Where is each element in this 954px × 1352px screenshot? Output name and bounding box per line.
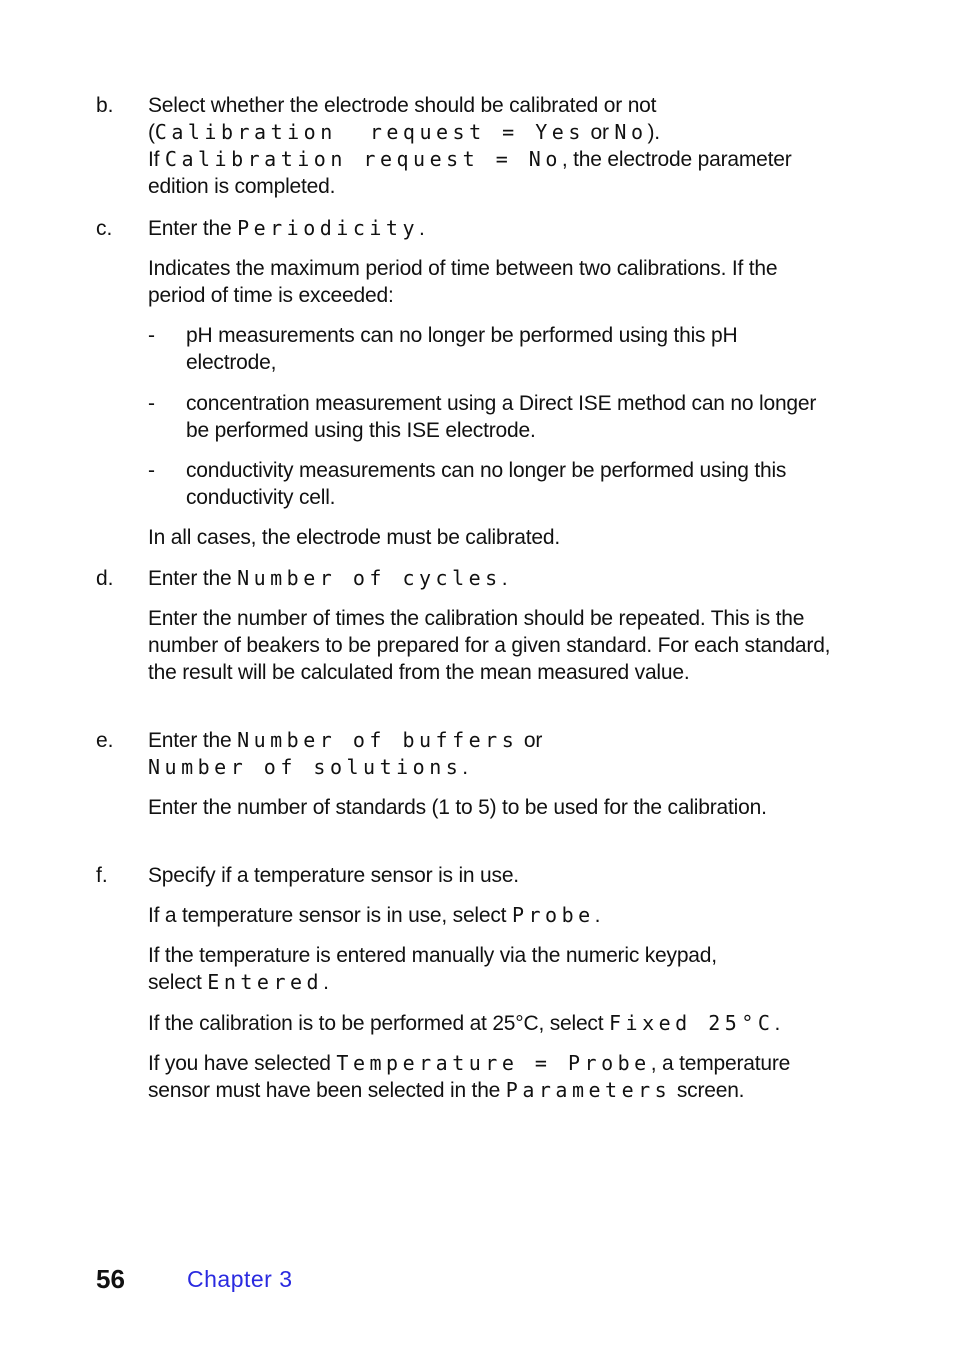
- code-text: Temperature = Probe: [336, 1051, 651, 1075]
- code-text: Entered: [207, 970, 324, 994]
- step-e-heading: [148, 727, 838, 781]
- step-d-heading: Enter the Number of cycles.: [148, 566, 508, 590]
- bullet-item: pH measurements can no longer be performed using this pH electrode,: [186, 324, 738, 374]
- chapter-label: Chapter 3: [187, 1266, 293, 1292]
- step-marker: e.: [96, 729, 114, 752]
- step-f-fixed: If the calibration is to be performed at 25°C, select Fixed 25°C.: [148, 1011, 781, 1035]
- step-marker: f.: [96, 864, 108, 887]
- step-d-description: Enter the number of times the calibration should be repeated. This is the number of beakers to be prepared for a given standard. For each standard, the result will be calculated from the mean measured value.: [148, 607, 831, 684]
- code-text: Number of solutions: [148, 755, 463, 779]
- code-text: Parameters: [505, 1078, 672, 1102]
- step-f-probe: If a temperature sensor is in use, select Probe.: [148, 903, 601, 927]
- step-e-line: Enter the Number of buffers or: [148, 728, 543, 752]
- step-marker: d.: [96, 567, 114, 590]
- step-e-line: Number of solutions.: [148, 755, 468, 779]
- step-marker: b.: [96, 94, 114, 117]
- bullet-item: concentration measurement using a Direct ISE method can no longer be performed using this ISE electrode.: [186, 392, 817, 442]
- code-text: Calibration request = No: [164, 147, 562, 171]
- step-f-temperature: If you have selected Temperature = Probe, a temperature sensor must have been selected in the Parameters screen.: [148, 1051, 791, 1102]
- step-c-description: Indicates the maximum period of time between two calibrations. If the period of time is exceeded:: [148, 257, 778, 307]
- bullet-item: conductivity measurements can no longer be performed using this conductivity cell.: [186, 459, 787, 509]
- code-text: Number of cycles: [237, 566, 502, 590]
- step-f-entered: If the temperature is entered manually via the numeric keypad, select Entered.: [148, 944, 717, 994]
- code-text: Periodicity: [237, 216, 420, 240]
- step-marker: c.: [96, 217, 113, 240]
- code-text: Probe: [511, 903, 595, 927]
- step-b-line: If Calibration request = No, the electrode parameter: [148, 147, 792, 171]
- code-text: No: [614, 120, 648, 144]
- code-text: Fixed 25°C: [609, 1011, 775, 1035]
- step-b-line: Select whether the electrode should be calibrated or not: [148, 94, 657, 117]
- bullet-dash: -: [148, 324, 155, 347]
- bullet-dash: -: [148, 459, 155, 482]
- step-b-text: [148, 92, 838, 200]
- code-text: Calibration request = Yes: [154, 120, 585, 144]
- step-b-line: (Calibration request = Yes or No).: [148, 120, 660, 144]
- code-text: Number of buffers: [237, 728, 519, 752]
- step-e-description: Enter the number of standards (1 to 5) to be used for the calibration.: [148, 796, 767, 819]
- bullet-dash: -: [148, 392, 155, 415]
- step-c-heading: Enter the Periodicity.: [148, 216, 425, 240]
- step-b-line: edition is completed.: [148, 175, 336, 198]
- step-f-heading: Specify if a temperature sensor is in use.: [148, 864, 519, 887]
- page-number: 56: [96, 1264, 125, 1294]
- step-c-summary: In all cases, the electrode must be calibrated.: [148, 526, 560, 549]
